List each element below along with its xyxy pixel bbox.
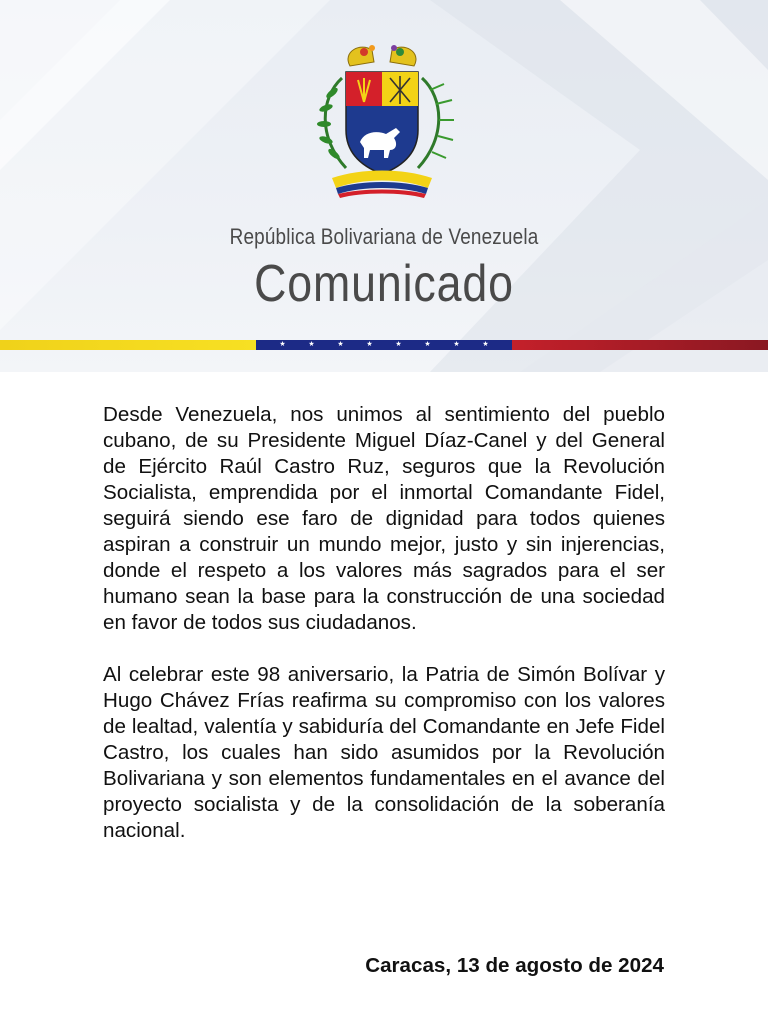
star-icon: ★ (482, 341, 489, 348)
star-icon: ★ (395, 341, 402, 348)
coat-of-arms-icon (302, 38, 462, 200)
republic-name: República Bolivariana de Venezuela (229, 224, 539, 249)
flag-yellow-band (0, 340, 256, 350)
statement-body (103, 402, 665, 870)
header-banner (0, 0, 768, 372)
flag-red-band (512, 340, 768, 350)
star-icon: ★ (424, 341, 431, 348)
flag-blue-band (256, 340, 512, 350)
star-icon: ★ (453, 341, 460, 348)
star-icon: ★ (308, 341, 315, 348)
star-icon: ★ (337, 341, 344, 348)
page-title: Comunicado (254, 255, 514, 313)
statement-paragraph: Desde Venezuela, nos unimos al sentimiento del pueblo cubano, de su Presidente Miguel Díaz-Canel y del General de Ejército Raúl Castro Ruz, seguros que la Revolución Socialista, emprendida por el inmortal Comandante Fidel, seguirá siendo ese faro de dignidad para todos quienes aspiran a construir un mundo mejor, justo y sin injerencias, donde el respeto a los valores más sagrados para el ser humano sean la base para la construcción de una sociedad en favor de todos sus ciudadanos. (103, 403, 665, 634)
statement-paragraph: Al celebrar este 98 aniversario, la Patria de Simón Bolívar y Hugo Chávez Frías reafirma su compromiso con los valores de lealtad, valentía y sabiduría del Comandante en Jefe Fidel Castro, los cuales han sido asumidos por la Revolución Bolivariana y son elementos fundamentales en el avance del proyecto socialista y de la consolidación de la soberanía nacional. (103, 663, 665, 842)
star-icon: ★ (279, 341, 286, 348)
star-icon: ★ (366, 341, 373, 348)
flag-stars (256, 340, 512, 350)
flag-stripe (0, 340, 768, 350)
date-line: Caracas, 13 de agosto de 2024 (365, 954, 664, 977)
